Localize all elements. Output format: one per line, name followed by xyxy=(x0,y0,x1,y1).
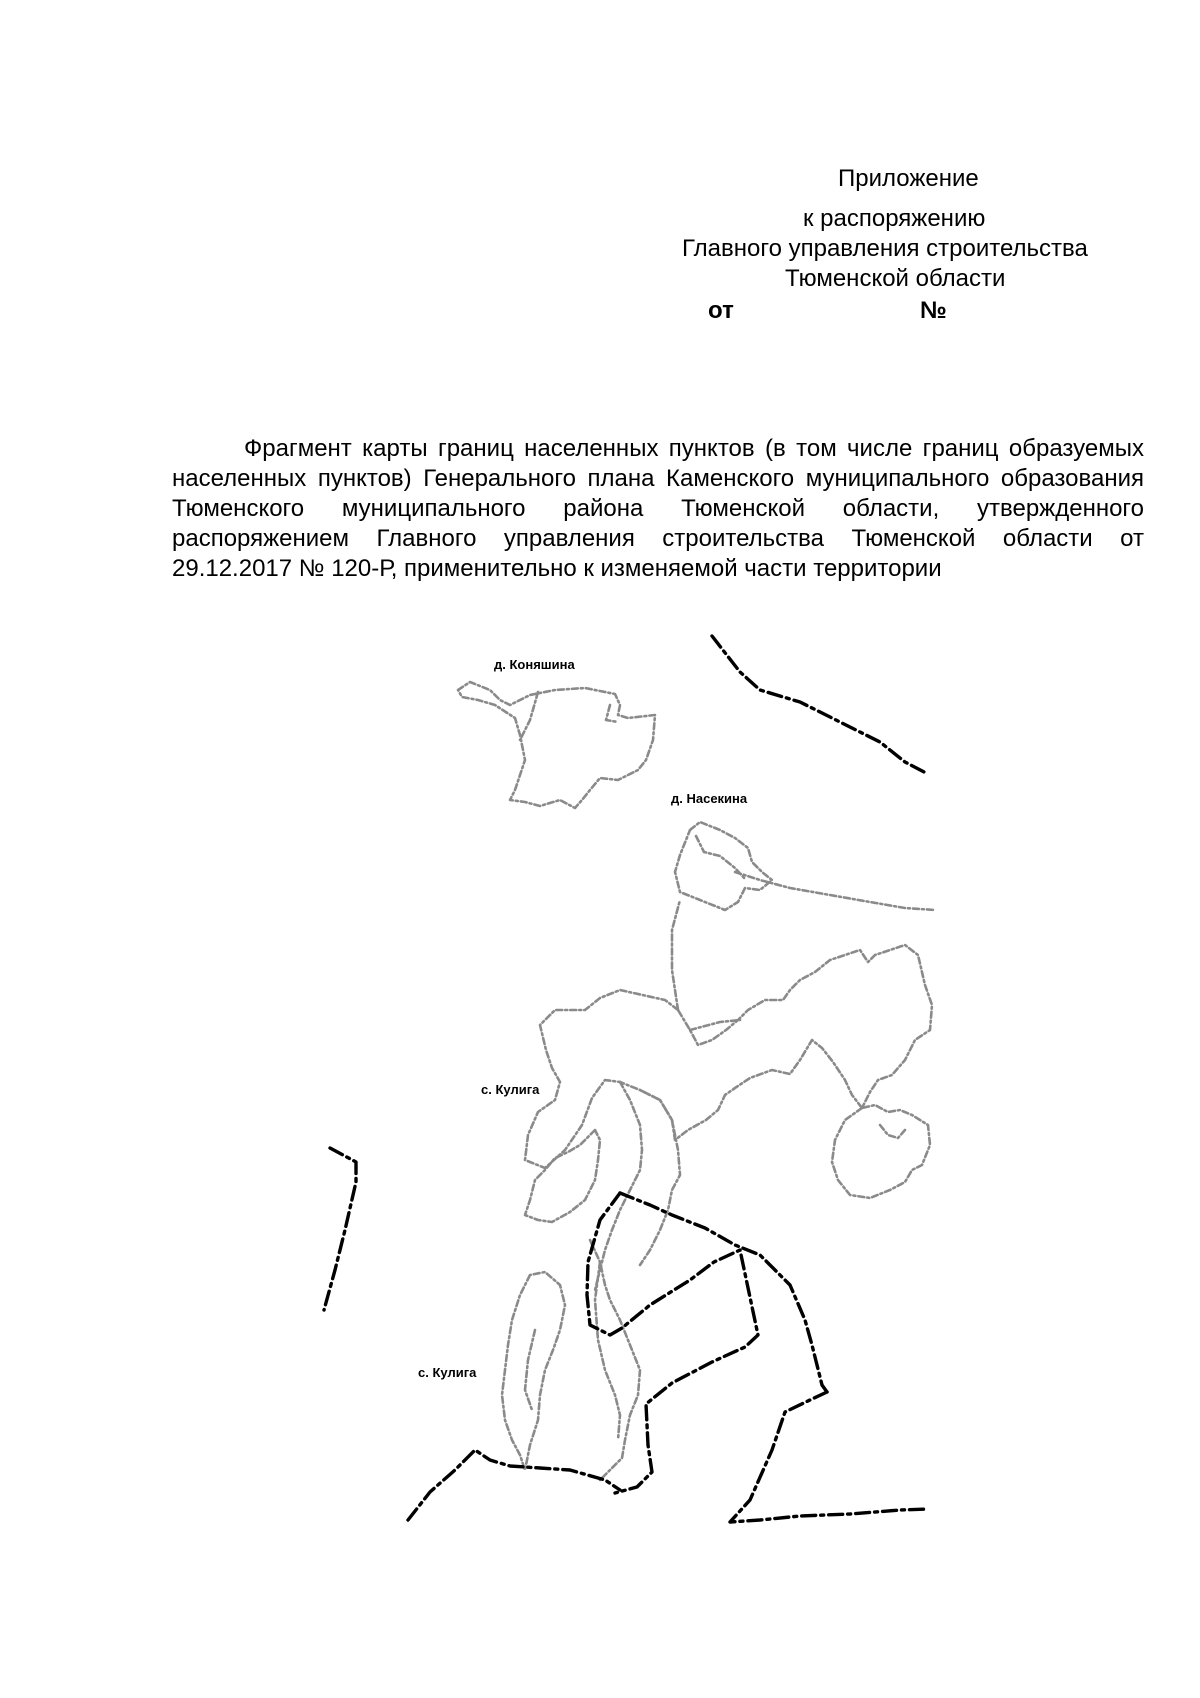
boundary-konyashina-notch xyxy=(606,705,618,722)
boundary-middle-strip-west xyxy=(595,1082,642,1290)
district-boundary-main xyxy=(620,1193,827,1392)
district-boundary-south xyxy=(408,1450,620,1520)
document-description: Фрагмент карты границ населенных пунктов (в том числе границ образуемых населенных пунктов) Генерального плана Каменского муниципального образования Тюменского муниципального района Тюменской области, утвержденного распоряжением Главного управления строительства Тюменской области от 29.12.2017 № 120-Р, применительно к изменяемой части территории xyxy=(172,435,1144,582)
district-boundary-southeast xyxy=(730,1392,928,1522)
appendix-line-region: Тюменской области xyxy=(785,265,1006,292)
district-boundary-inner-loop xyxy=(587,1193,758,1493)
boundary-middle-strip xyxy=(640,1090,680,1265)
district-boundary-west xyxy=(324,1148,356,1310)
boundary-nasekina xyxy=(675,822,772,910)
boundary-kuliga-south-inner xyxy=(525,1330,535,1410)
boundary-kuliga-south xyxy=(502,1272,565,1470)
label-kuliga-north: с. Кулига xyxy=(481,1082,540,1097)
appendix-title: Приложение xyxy=(838,165,979,192)
district-boundary-northeast xyxy=(712,636,928,774)
appendix-date-label: от xyxy=(708,297,734,324)
boundary-east-lobe xyxy=(832,1105,930,1198)
boundary-central-east xyxy=(735,872,935,910)
boundary-east-inner xyxy=(880,1125,905,1138)
boundary-central-north xyxy=(672,900,680,1010)
label-kuliga-south: с. Кулига xyxy=(418,1365,477,1380)
boundary-kuliga-south-west-inner xyxy=(595,1262,620,1440)
boundary-kuliga-south-east xyxy=(590,1240,640,1480)
boundary-konyashina xyxy=(458,682,655,808)
appendix-line-order: к распоряжению xyxy=(803,205,986,232)
boundary-central xyxy=(525,945,932,1168)
boundary-konyashina-inner xyxy=(520,692,538,740)
appendix-number-label: № xyxy=(920,297,947,324)
boundary-nasekina-inner xyxy=(696,836,746,880)
appendix-line-authority: Главного управления строительства xyxy=(682,235,1088,262)
boundary-kuliga-north-lobe xyxy=(525,1130,600,1222)
label-nasekina: д. Насекина xyxy=(671,791,748,806)
boundary-central-gap xyxy=(690,1020,740,1030)
label-konyashina: д. Коняшина xyxy=(494,657,575,672)
